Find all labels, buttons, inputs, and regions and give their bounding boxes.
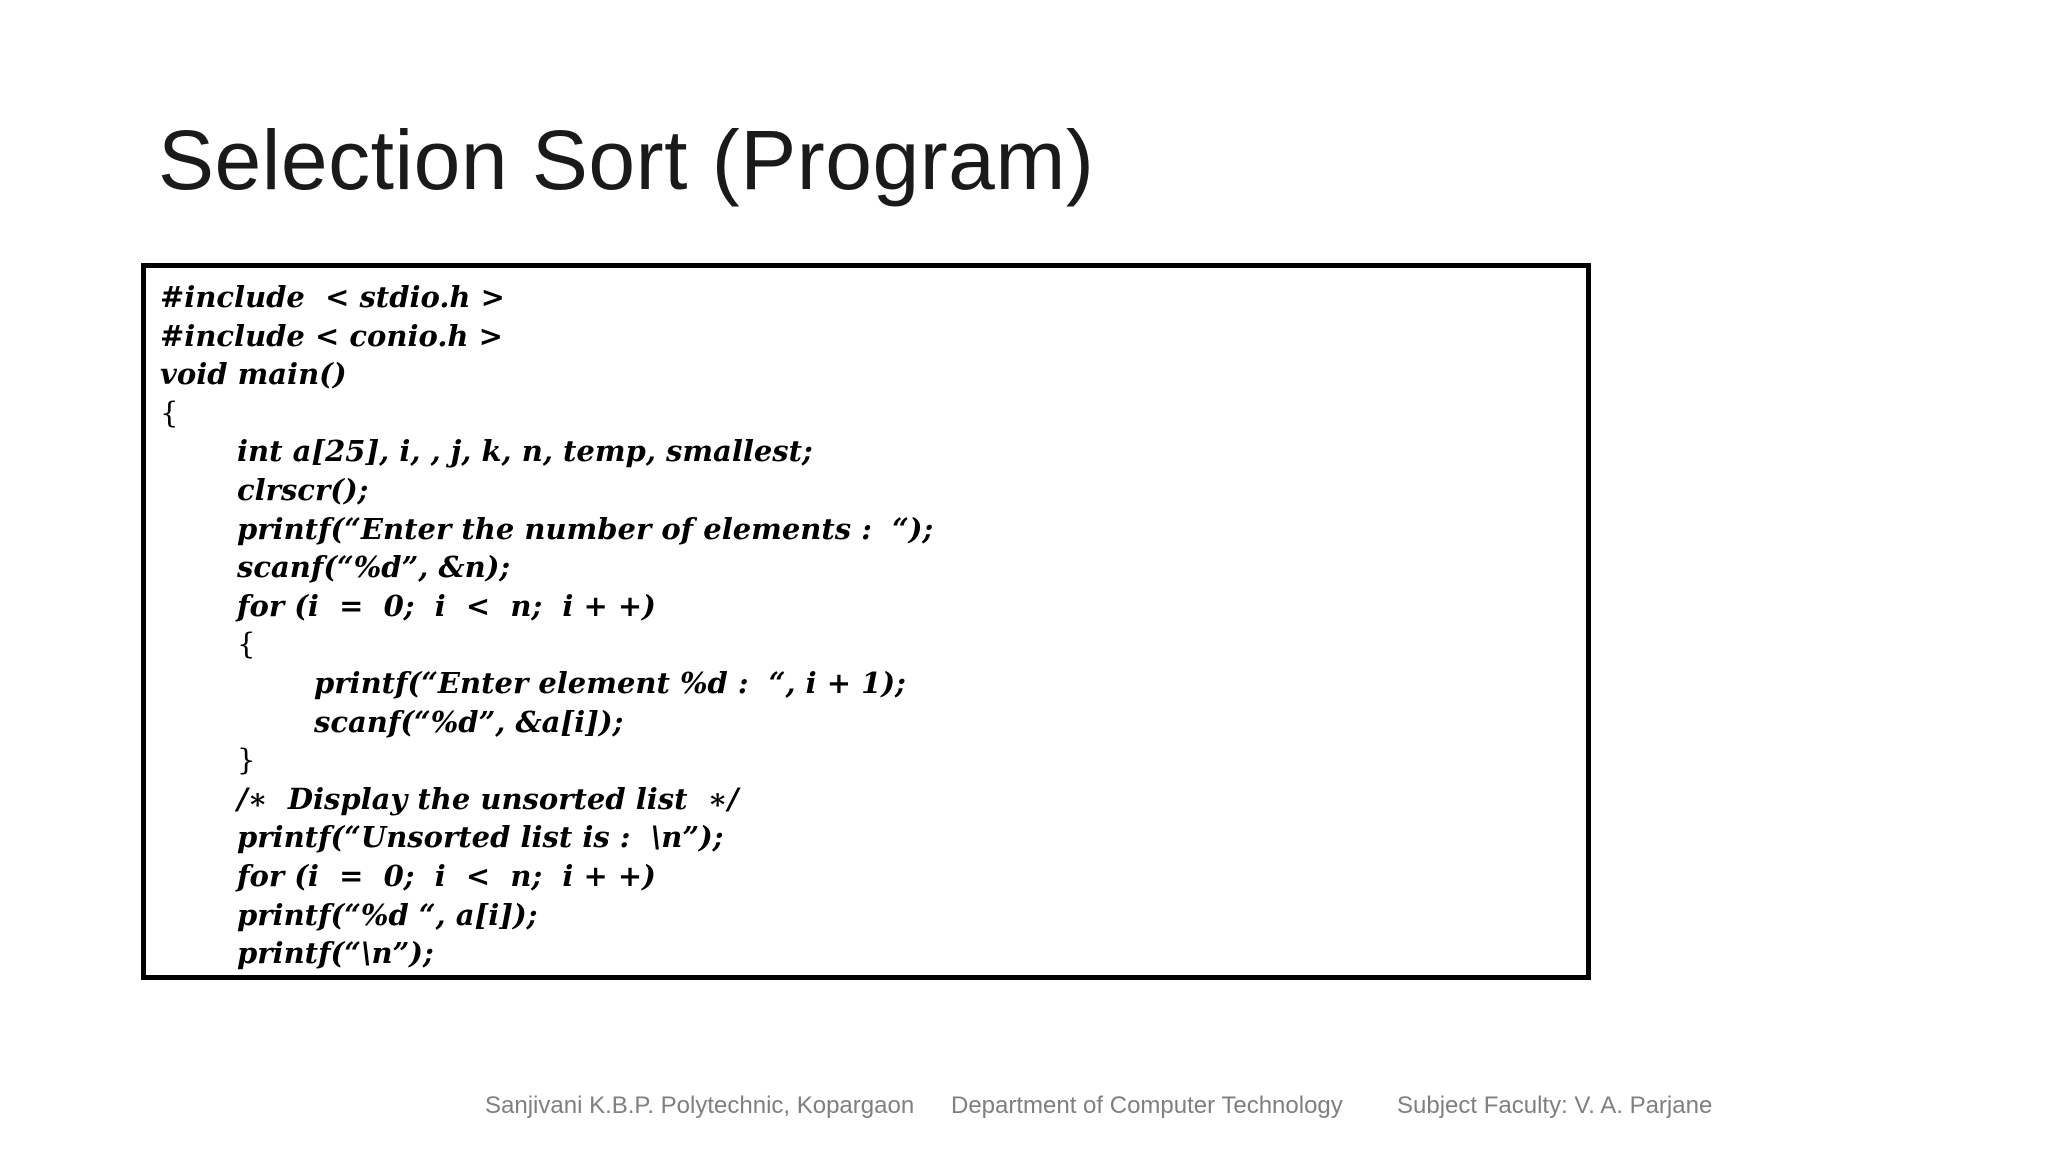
footer-faculty: Subject Faculty: V. A. Parjane	[1397, 1092, 1713, 1119]
code-line: for (i = 0; i < n; i + +)	[237, 858, 656, 893]
code-line: scanf(“%d”, &n);	[237, 550, 511, 585]
code-line: clrscr();	[237, 472, 369, 507]
code-line: void main()	[160, 357, 347, 392]
code-line: #include < conio.h >	[160, 318, 503, 353]
code-line: printf(“%d “, a[i]);	[237, 897, 538, 932]
code-line: }	[237, 743, 256, 778]
code-line: {	[160, 395, 179, 430]
slide-title: Selection Sort (Program)	[158, 113, 1095, 207]
code-line: #include < stdio.h >	[160, 280, 505, 314]
code-line: for (i = 0; i < n; i + +)	[237, 588, 656, 623]
code-line: printf(“Enter element %d : “, i + 1);	[314, 665, 906, 700]
code-line: printf(“Enter the number of elements : “);	[237, 511, 934, 546]
code-block	[141, 263, 1591, 980]
code-line: {	[237, 627, 256, 662]
code-line: /∗ Display the unsorted list ∗/	[237, 781, 739, 816]
footer-institute: Sanjivani K.B.P. Polytechnic, Kopargaon	[485, 1092, 915, 1119]
footer-department: Department of Computer Technology	[951, 1092, 1343, 1119]
code-line: printf(“Unsorted list is : \n”);	[237, 820, 724, 855]
code-line: printf(“\n”);	[237, 936, 434, 971]
code-line: int a[25], i, , j, k, n, temp, smallest;	[237, 434, 813, 469]
code-line: scanf(“%d”, &a[i]);	[314, 704, 624, 739]
